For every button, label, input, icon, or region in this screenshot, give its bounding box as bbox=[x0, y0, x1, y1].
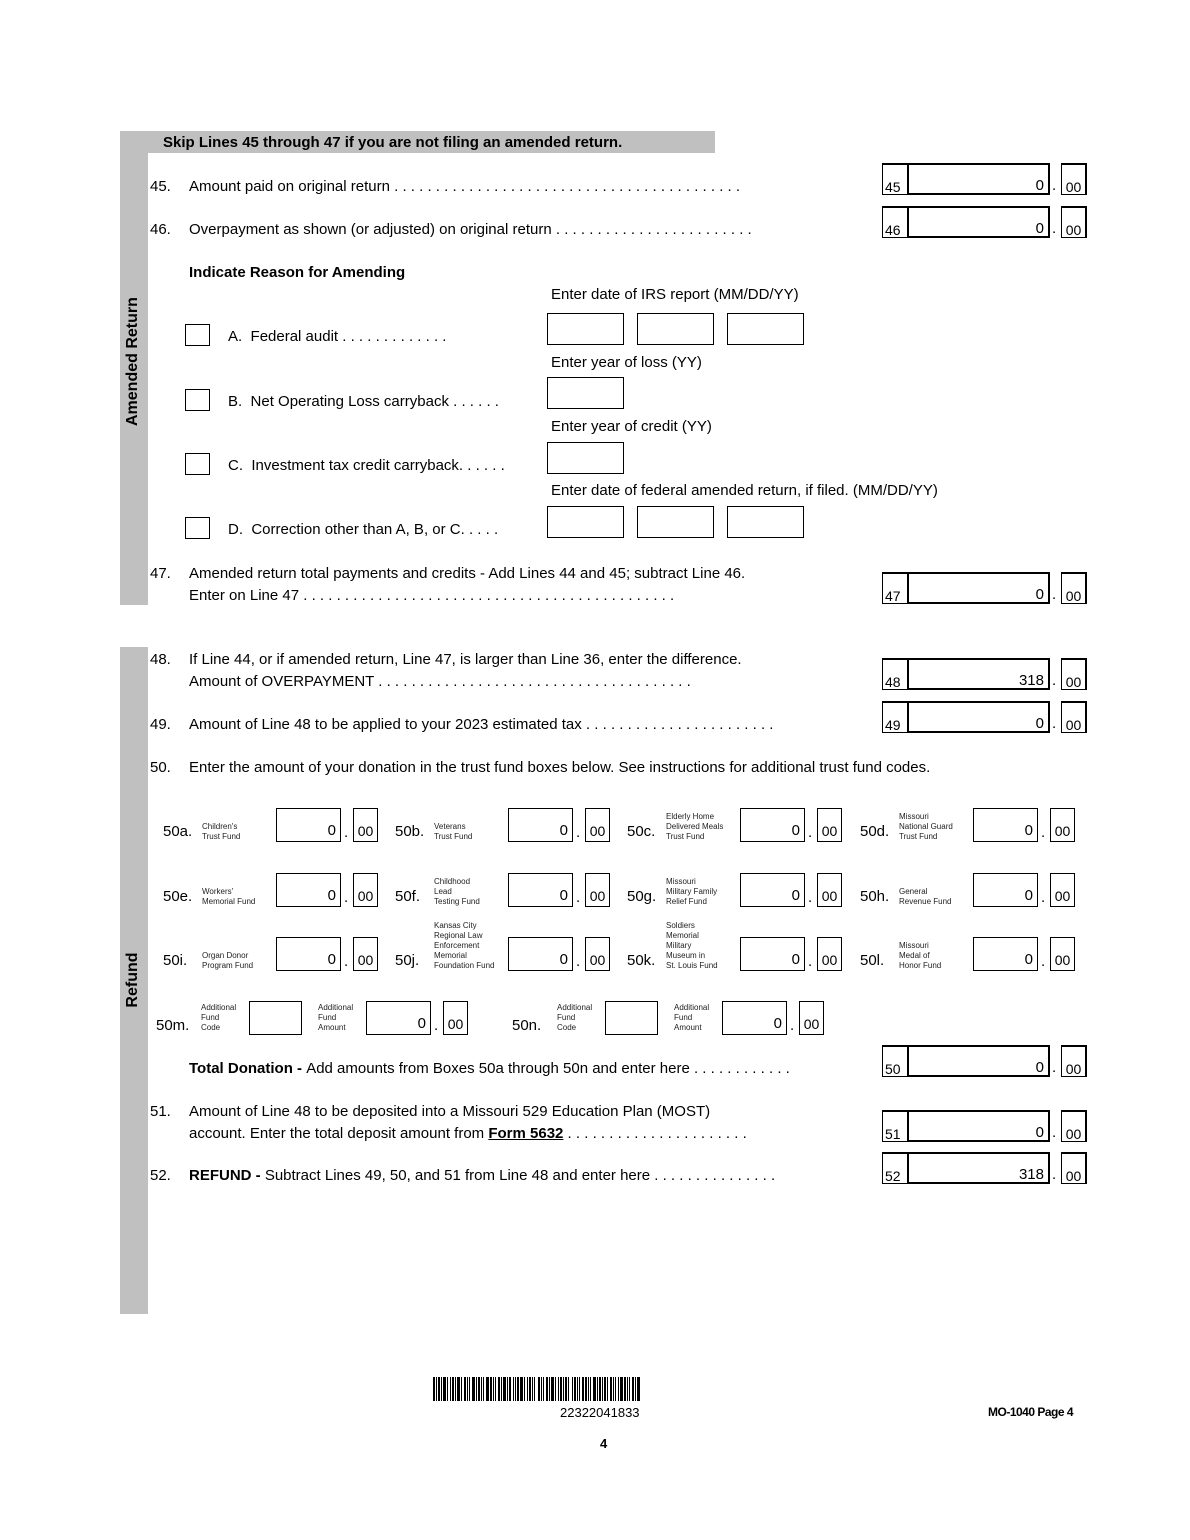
line-49-value[interactable]: 0 bbox=[908, 701, 1050, 733]
leader-dots: . . . . . . bbox=[448, 393, 499, 410]
donation-label-line: Memorial Fund bbox=[202, 897, 256, 906]
line-47-text-1: Amended return total payments and credits - Add Lines 44 and 45; subtract Line 46. bbox=[189, 565, 746, 582]
donation-50h-amount[interactable]: 0 bbox=[973, 873, 1038, 907]
line-50-total-label bbox=[189, 1060, 790, 1077]
donation-label-line: Additional bbox=[674, 1003, 710, 1012]
donation-50f-cents[interactable]: 00 bbox=[585, 873, 610, 907]
leader-dots: . . . . . bbox=[460, 521, 499, 538]
line-51-value[interactable]: 0 bbox=[908, 1110, 1050, 1142]
donation-label-line: Elderly Home bbox=[666, 812, 715, 821]
donation-50n-amount-label bbox=[674, 1003, 709, 1033]
reason-c-text: Investment tax credit carryback bbox=[251, 457, 459, 474]
donation-label-line: Medal of bbox=[899, 951, 930, 960]
form-page-label: MO-1040 Page 4 bbox=[988, 1405, 1074, 1419]
leader-dots: . . . . . . . . . . . . . . . . . . . . . . . . . . . . . . . . . . . . . . . . . . . . . bbox=[299, 587, 675, 604]
line-46-label bbox=[189, 221, 752, 238]
donation-50i-amount[interactable]: 0 bbox=[276, 937, 341, 971]
donation-label-line: Amount bbox=[318, 1023, 346, 1032]
donation-50b-id: 50b. bbox=[395, 823, 425, 840]
line-48-box-label: 48 bbox=[882, 658, 908, 690]
leader-dots: . . . . . . . . . . . . . . . . . . . . . . . . . . . . . . . . . . . . . . . . . . bbox=[389, 178, 741, 195]
reason-d-day-field[interactable] bbox=[637, 506, 714, 538]
donation-50e-cents[interactable]: 00 bbox=[353, 873, 378, 907]
donation-50b-cents[interactable]: 00 bbox=[585, 808, 610, 842]
reason-d-year-field[interactable] bbox=[727, 506, 804, 538]
donation-label-line: Delivered Meals bbox=[666, 822, 724, 831]
donation-50k-amount[interactable]: 0 bbox=[740, 937, 805, 971]
line-52-label bbox=[189, 1167, 775, 1184]
leader-dots: . . . . . . . . . . . . bbox=[689, 1060, 790, 1077]
donation-50f-amount[interactable]: 0 bbox=[508, 873, 573, 907]
donation-50m-id: 50m. bbox=[156, 1017, 190, 1034]
decimal-point: . bbox=[1041, 824, 1046, 841]
line-47-number: 47. bbox=[150, 565, 171, 582]
donation-label-line: Fund bbox=[318, 1013, 337, 1022]
reason-a-text: Federal audit bbox=[250, 328, 339, 345]
donation-label-line: Honor Fund bbox=[899, 961, 942, 970]
reason-d-checkbox[interactable] bbox=[185, 517, 210, 539]
line-47-text-2: Enter on Line 47 bbox=[189, 587, 300, 604]
donation-label-line: Trust Fund bbox=[434, 832, 473, 841]
donation-label-line: Workers' bbox=[202, 887, 234, 896]
donation-50d-cents[interactable]: 00 bbox=[1050, 808, 1075, 842]
donation-label-line: Museum in bbox=[666, 951, 706, 960]
decimal-point: . bbox=[1041, 889, 1046, 906]
donation-50a-id: 50a. bbox=[163, 823, 193, 840]
line-49-text: Amount of Line 48 to be applied to your 2023 estimated tax bbox=[189, 716, 582, 733]
donation-50m-code-field[interactable] bbox=[249, 1001, 302, 1035]
donation-label-line: General bbox=[899, 887, 928, 896]
decimal-point: . bbox=[808, 889, 813, 906]
donation-50d-amount[interactable]: 0 bbox=[973, 808, 1038, 842]
reason-b-label bbox=[228, 393, 499, 410]
donation-label-line: Veterans bbox=[434, 822, 466, 831]
leader-dots: . . . . . . . . . . . . . . . . . . . . . . . bbox=[581, 716, 774, 733]
line-52-number: 52. bbox=[150, 1167, 171, 1184]
donation-label-line: Kansas City bbox=[434, 921, 477, 930]
barcode bbox=[433, 1377, 776, 1401]
donation-50k-label bbox=[666, 921, 718, 971]
donation-50a-cents[interactable]: 00 bbox=[353, 808, 378, 842]
donation-50j-cents[interactable]: 00 bbox=[585, 937, 610, 971]
reason-c-label bbox=[228, 457, 505, 474]
line-46-amount-field[interactable] bbox=[882, 206, 1089, 238]
reason-d-text: Correction other than A, B, or C bbox=[251, 521, 461, 538]
donation-50a-label bbox=[202, 822, 240, 842]
decimal-point: . bbox=[344, 824, 349, 841]
reason-d-prompt: Enter date of federal amended return, if filed. (MM/DD/YY) bbox=[551, 482, 938, 499]
line-51-cents[interactable]: 00 bbox=[1061, 1110, 1087, 1142]
decimal-point: . bbox=[1052, 220, 1057, 237]
donation-50c-cents[interactable]: 00 bbox=[817, 808, 842, 842]
line-50-text: Enter the amount of your donation in the trust fund boxes below. See instructions for additional trust fund codes. bbox=[189, 759, 931, 776]
line-48-value[interactable]: 318 bbox=[908, 658, 1050, 690]
line-46-number: 46. bbox=[150, 221, 171, 238]
line-50-value[interactable]: 0 bbox=[908, 1045, 1050, 1077]
donation-50m-cents[interactable]: 00 bbox=[443, 1001, 468, 1035]
donation-label-line: Additional bbox=[318, 1003, 354, 1012]
donation-label-line: Revenue Fund bbox=[899, 897, 952, 906]
line-49-box-label: 49 bbox=[882, 701, 908, 733]
reason-d-letter: D. bbox=[228, 521, 243, 538]
donation-50c-label bbox=[666, 812, 723, 842]
skip-notice: Skip Lines 45 through 47 if you are not filing an amended return. bbox=[163, 134, 623, 151]
line-51-number: 51. bbox=[150, 1103, 171, 1120]
line-46-value[interactable]: 0 bbox=[908, 206, 1050, 238]
donation-50d-id: 50d. bbox=[860, 823, 890, 840]
reason-a-month-field[interactable] bbox=[547, 313, 624, 345]
reason-c-checkbox[interactable] bbox=[185, 453, 210, 475]
amended-return-label: Amended Return bbox=[124, 297, 141, 426]
leader-dots: . . . . . . bbox=[458, 457, 505, 474]
form-5632-link[interactable]: Form 5632 bbox=[488, 1125, 564, 1142]
donation-50i-label bbox=[202, 951, 253, 971]
donation-label-line: National Guard bbox=[899, 822, 953, 831]
donation-label-line: Military Family bbox=[666, 887, 718, 896]
line-47-amount-field[interactable] bbox=[882, 572, 1089, 604]
donation-50i-id: 50i. bbox=[163, 952, 188, 969]
line-46-box-label: 46 bbox=[882, 206, 908, 238]
donation-50e-label bbox=[202, 887, 255, 907]
donation-label-line: Children's bbox=[202, 822, 238, 831]
line-45-cents[interactable]: 00 bbox=[1061, 163, 1087, 195]
line-48-text-2: Amount of OVERPAYMENT bbox=[189, 673, 375, 690]
donation-50k-cents[interactable]: 00 bbox=[817, 937, 842, 971]
decimal-point: . bbox=[1052, 177, 1057, 194]
reason-b-year-field[interactable] bbox=[547, 377, 624, 409]
decimal-point: . bbox=[344, 953, 349, 970]
donation-50f-label bbox=[434, 877, 480, 907]
donation-label-line: Fund bbox=[557, 1013, 576, 1022]
line-51-amount-field[interactable] bbox=[882, 1110, 1089, 1142]
donation-50b-amount[interactable]: 0 bbox=[508, 808, 573, 842]
reason-d-label bbox=[228, 521, 498, 538]
donation-label-line: Trust Fund bbox=[899, 832, 938, 841]
line-49-cents[interactable]: 00 bbox=[1061, 701, 1087, 733]
line-45-box-label: 45 bbox=[882, 163, 908, 195]
donation-label-line: Enforcement bbox=[434, 941, 480, 950]
reason-c-letter: C. bbox=[228, 457, 243, 474]
line-52-amount-field[interactable] bbox=[882, 1152, 1089, 1184]
donation-50m-amount[interactable]: 0 bbox=[366, 1001, 431, 1035]
amending-heading: Indicate Reason for Amending bbox=[189, 264, 406, 281]
reason-a-checkbox[interactable] bbox=[185, 324, 210, 346]
reason-a-day-field[interactable] bbox=[637, 313, 714, 345]
reason-b-text: Net Operating Loss carryback bbox=[250, 393, 449, 410]
line-52-text: Subtract Lines 49, 50, and 51 from Line 48 and enter here bbox=[264, 1167, 651, 1184]
donation-label-line: Amount bbox=[674, 1023, 702, 1032]
donation-label-line: Additional bbox=[557, 1003, 593, 1012]
donation-label-line: Soldiers bbox=[666, 921, 695, 930]
donation-50k-id: 50k. bbox=[627, 952, 656, 969]
line-48-number: 48. bbox=[150, 651, 171, 668]
leader-dots: . . . . . . . . . . . . . . . . . . . . . . . . bbox=[551, 221, 752, 238]
donation-label-line: Missouri bbox=[899, 941, 929, 950]
donation-label-line: Relief Fund bbox=[666, 897, 707, 906]
donation-50e-amount[interactable]: 0 bbox=[276, 873, 341, 907]
donation-50m-code-label bbox=[201, 1003, 236, 1033]
reason-c-year-field[interactable] bbox=[547, 442, 624, 474]
decimal-point: . bbox=[808, 953, 813, 970]
line-50-amount-field[interactable] bbox=[882, 1045, 1089, 1077]
decimal-point: . bbox=[1052, 1166, 1057, 1183]
donation-50g-cents[interactable]: 00 bbox=[817, 873, 842, 907]
barcode-number: 22322041833 bbox=[560, 1405, 640, 1420]
leader-dots: . . . . . . . . . . . . . bbox=[338, 328, 447, 345]
reason-a-year-field[interactable] bbox=[727, 313, 804, 345]
donation-50m-amount-label bbox=[318, 1003, 353, 1033]
decimal-point: . bbox=[434, 1017, 439, 1034]
donation-50i-cents[interactable]: 00 bbox=[353, 937, 378, 971]
donation-50h-id: 50h. bbox=[860, 888, 890, 905]
page-number: 4 bbox=[600, 1436, 608, 1451]
donation-label-line: Missouri bbox=[666, 877, 696, 886]
line-46-text: Overpayment as shown (or adjusted) on original return bbox=[189, 221, 552, 238]
donation-50g-label bbox=[666, 877, 717, 907]
donation-label-line: Missouri bbox=[899, 812, 929, 821]
line-45-value[interactable]: 0 bbox=[908, 163, 1050, 195]
donation-50g-amount[interactable]: 0 bbox=[740, 873, 805, 907]
line-45-number: 45. bbox=[150, 178, 171, 195]
donation-50h-label bbox=[899, 887, 951, 907]
reason-b-checkbox[interactable] bbox=[185, 389, 210, 411]
line-45-amount-field[interactable] bbox=[882, 163, 1089, 195]
decimal-point: . bbox=[1041, 953, 1046, 970]
barcode-bar bbox=[637, 1377, 640, 1401]
line-52-cents[interactable]: 00 bbox=[1061, 1152, 1087, 1184]
decimal-point: . bbox=[576, 889, 581, 906]
line-48-cents[interactable]: 00 bbox=[1061, 658, 1087, 690]
donation-label-line: Military bbox=[666, 941, 692, 950]
donation-label-line: Testing Fund bbox=[434, 897, 480, 906]
donation-label-line: Code bbox=[201, 1023, 221, 1032]
line-45-text: Amount paid on original return bbox=[189, 178, 390, 195]
donation-50l-cents[interactable]: 00 bbox=[1050, 937, 1075, 971]
decimal-point: . bbox=[1052, 1059, 1057, 1076]
decimal-point: . bbox=[808, 824, 813, 841]
donation-label-line: Fund bbox=[201, 1013, 220, 1022]
donation-50f-id: 50f. bbox=[395, 888, 421, 905]
line-49-number: 49. bbox=[150, 716, 171, 733]
donation-50l-label bbox=[899, 941, 941, 971]
donation-50e-id: 50e. bbox=[163, 888, 193, 905]
donation-label-line: Code bbox=[557, 1023, 577, 1032]
total-donation-text: Add amounts from Boxes 50a through 50n and enter here bbox=[306, 1060, 690, 1077]
donation-50n-code-label bbox=[557, 1003, 592, 1033]
line-47-value[interactable]: 0 bbox=[908, 572, 1050, 604]
donation-label-line: Memorial bbox=[666, 931, 699, 940]
reason-a-label bbox=[228, 328, 446, 345]
donation-50j-amount[interactable]: 0 bbox=[508, 937, 573, 971]
decimal-point: . bbox=[1052, 715, 1057, 732]
donation-50n-amount[interactable]: 0 bbox=[722, 1001, 787, 1035]
donation-50j-label bbox=[434, 921, 495, 971]
decimal-point: . bbox=[344, 889, 349, 906]
line-51-box-label: 51 bbox=[882, 1110, 908, 1142]
decimal-point: . bbox=[1052, 586, 1057, 603]
reason-b-prompt: Enter year of loss (YY) bbox=[551, 354, 702, 371]
line-48-label bbox=[189, 673, 691, 690]
decimal-point: . bbox=[1052, 672, 1057, 689]
line-47-cents[interactable]: 00 bbox=[1061, 572, 1087, 604]
donation-label-line: Memorial bbox=[434, 951, 467, 960]
donation-50c-amount[interactable]: 0 bbox=[740, 808, 805, 842]
donation-label-line: Trust Fund bbox=[202, 832, 241, 841]
line-50-number: 50. bbox=[150, 759, 171, 776]
line-49-amount-field[interactable] bbox=[882, 701, 1089, 733]
reason-a-prompt: Enter date of IRS report (MM/DD/YY) bbox=[551, 286, 799, 303]
reason-a-letter: A. bbox=[228, 328, 243, 345]
line-51-text-1: Amount of Line 48 to be deposited into a Missouri 529 Education Plan (MOST) bbox=[189, 1103, 711, 1120]
donation-50h-cents[interactable]: 00 bbox=[1050, 873, 1075, 907]
line-51-text-2: account. Enter the total deposit amount from bbox=[189, 1125, 489, 1142]
line-51-label bbox=[189, 1125, 747, 1142]
donation-50d-label bbox=[899, 812, 953, 842]
leader-dots: . . . . . . . . . . . . . . . . . . . . . . . . . . . . . . . . . . . . . . bbox=[374, 673, 691, 690]
line-48-amount-field[interactable] bbox=[882, 658, 1089, 690]
leader-dots: . . . . . . . . . . . . . . . . . . . . . . bbox=[563, 1125, 747, 1142]
donation-label-line: Organ Donor bbox=[202, 951, 249, 960]
refund-label: Refund bbox=[124, 952, 141, 1008]
line-46-cents[interactable]: 00 bbox=[1061, 206, 1087, 238]
donation-label-line: St. Louis Fund bbox=[666, 961, 718, 970]
donation-50n-cents[interactable]: 00 bbox=[799, 1001, 824, 1035]
total-donation-bold: Total Donation - bbox=[189, 1060, 307, 1077]
donation-50b-label bbox=[434, 822, 472, 842]
donation-label-line: Fund bbox=[674, 1013, 693, 1022]
donation-label-line: Trust Fund bbox=[666, 832, 705, 841]
donation-50n-code-field[interactable] bbox=[605, 1001, 658, 1035]
line-45-label bbox=[189, 178, 740, 195]
donation-50n-id: 50n. bbox=[512, 1017, 542, 1034]
donation-label-line: Childhood bbox=[434, 877, 471, 886]
line-47-label bbox=[189, 587, 674, 604]
line-52-box-label: 52 bbox=[882, 1152, 908, 1184]
donation-label-line: Regional Law bbox=[434, 931, 483, 940]
donation-label-line: Additional bbox=[201, 1003, 237, 1012]
line-47-box-label: 47 bbox=[882, 572, 908, 604]
donation-label-line: Program Fund bbox=[202, 961, 254, 970]
leader-dots: . . . . . . . . . . . . . . . bbox=[650, 1167, 776, 1184]
line-50-cents[interactable]: 00 bbox=[1061, 1045, 1087, 1077]
donation-50g-id: 50g. bbox=[627, 888, 657, 905]
reason-c-prompt: Enter year of credit (YY) bbox=[551, 418, 712, 435]
donation-50j-id: 50j. bbox=[395, 952, 420, 969]
decimal-point: . bbox=[576, 953, 581, 970]
refund-bold: REFUND - bbox=[189, 1167, 265, 1184]
reason-d-month-field[interactable] bbox=[547, 506, 624, 538]
line-52-value[interactable]: 318 bbox=[908, 1152, 1050, 1184]
donation-50l-amount[interactable]: 0 bbox=[973, 937, 1038, 971]
decimal-point: . bbox=[790, 1017, 795, 1034]
donation-50a-amount[interactable]: 0 bbox=[276, 808, 341, 842]
line-50-box-label: 50 bbox=[882, 1045, 908, 1077]
line-49-label bbox=[189, 716, 773, 733]
donation-label-line: Lead bbox=[434, 887, 452, 896]
donation-50c-id: 50c. bbox=[627, 823, 656, 840]
donation-label-line: Foundation Fund bbox=[434, 961, 495, 970]
donation-50l-id: 50l. bbox=[860, 952, 885, 969]
decimal-point: . bbox=[576, 824, 581, 841]
line-48-text-1: If Line 44, or if amended return, Line 47, is larger than Line 36, enter the difference. bbox=[189, 651, 742, 668]
reason-b-letter: B. bbox=[228, 393, 243, 410]
decimal-point: . bbox=[1052, 1124, 1057, 1141]
